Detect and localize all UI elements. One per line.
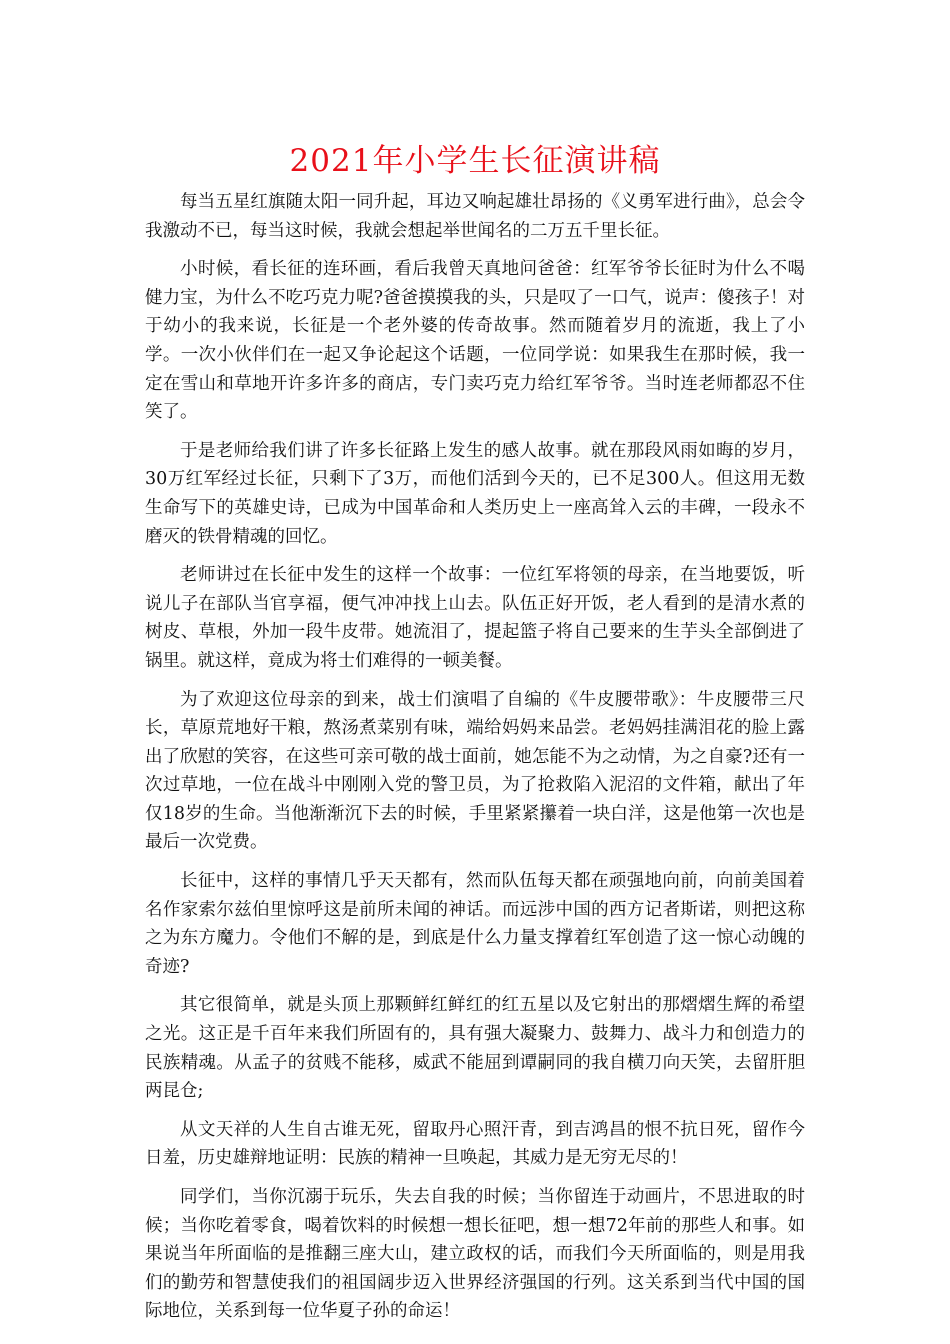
document-body <box>145 188 805 1336</box>
paragraph: 老师讲过在长征中发生的这样一个故事：一位红军将领的母亲，在当地要饭，听说儿子在部队当官享福，便气冲冲找上山去。队伍正好开饭，老人看到的是清水煮的树皮、草根，外加一段牛皮带。她流泪了，提起篮子将自己要来的生芋头全部倒进了锅里。就这样，竟成为将士们难得的一顿美餐。 <box>145 565 805 671</box>
paragraph: 同学们，当你沉溺于玩乐，失去自我的时候；当你留连于动画片，不思进取的时候；当你吃着零食，喝着饮料的时候想一想长征吧，想一想72年前的那些人和事。如果说当年所面临的是推翻三座大山，建立政权的话，而我们今天所面临的，则是用我们的勤劳和智慧使我们的祖国阔步迈入世界经济强国的行列。这关系到当代中国的国际地位，关系到每一位华夏子孙的命运！ <box>145 1187 805 1322</box>
paragraph: 长征中，这样的事情几乎天天都有，然而队伍每天都在顽强地向前，向前美国着名作家索尔兹伯里惊呼这是前所未闻的神话。而远涉中国的西方记者斯诺，则把这称之为东方魔力。令他们不解的是，到底是什么力量支撑着红军创造了这一惊心动魄的奇迹? <box>145 871 805 977</box>
paragraph: 从文天祥的人生自古谁无死，留取丹心照汗青，到吉鸿昌的恨不抗日死，留作今日羞，历史雄辩地证明：民族的精神一旦唤起，其威力是无穷无尽的！ <box>145 1119 805 1169</box>
paragraph: 其它很简单，就是头顶上那颗鲜红鲜红的红五星以及它射出的那熠熠生辉的希望之光。这正是千百年来我们所固有的，具有强大凝聚力、鼓舞力、战斗力和创造力的民族精魂。从孟子的贫贱不能移，威武不能屈到谭嗣同的我自横刀向天笑，去留肝胆两昆仓; <box>145 995 805 1102</box>
page-title: 2021年小学生长征演讲稿 <box>289 143 661 179</box>
paragraph: 小时候，看长征的连环画，看后我曾天真地问爸爸：红军爷爷长征时为什么不喝健力宝，为什么不吃巧克力呢?爸爸摸摸我的头，只是叹了一口气，说声：傻孩子！对于幼小的我来说，长征是一个老外婆的传奇故事。然而随着岁月的流逝，我上了小学。一次小伙伴们在一起又争论起这个话题，一位同学说：如果我生在那时候，我一定在雪山和草地开许多许多的商店，专门卖巧克力给红军爷爷。当时连老师都忍不住笑了。 <box>145 259 805 423</box>
paragraph: 为了欢迎这位母亲的到来，战士们演唱了自编的《牛皮腰带歌》：牛皮腰带三尺长，草原荒地好干粮，熬汤煮菜别有味，端给妈妈来品尝。老妈妈挂满泪花的脸上露出了欣慰的笑容，在这些可亲可敬的战士面前，她怎能不为之动情，为之自豪?还有一次过草地，一位在战斗中刚刚入党的警卫员，为了抢救陷入泥沼的文件箱，献出了年仅18岁的生命。当他渐渐沉下去的时候，手里紧紧攥着一块白洋，这是他第一次也是最后一次党费。 <box>145 689 805 853</box>
paragraph: 每当五星红旗随太阳一同升起，耳边又响起雄壮昂扬的《义勇军进行曲》，总会令我激动不已，每当这时候，我就会想起举世闻名的二万五千里长征。 <box>145 192 805 241</box>
paragraph: 于是老师给我们讲了许多长征路上发生的感人故事。就在那段风雨如晦的岁月，30万红军经过长征，只剩下了3万，而他们活到今天的，已不足300人。但这用无数生命写下的英雄史诗，已成为中国革命和人类历史上一座高耸入云的丰碑，一段永不磨灭的铁骨精魂的回忆。 <box>145 440 805 547</box>
